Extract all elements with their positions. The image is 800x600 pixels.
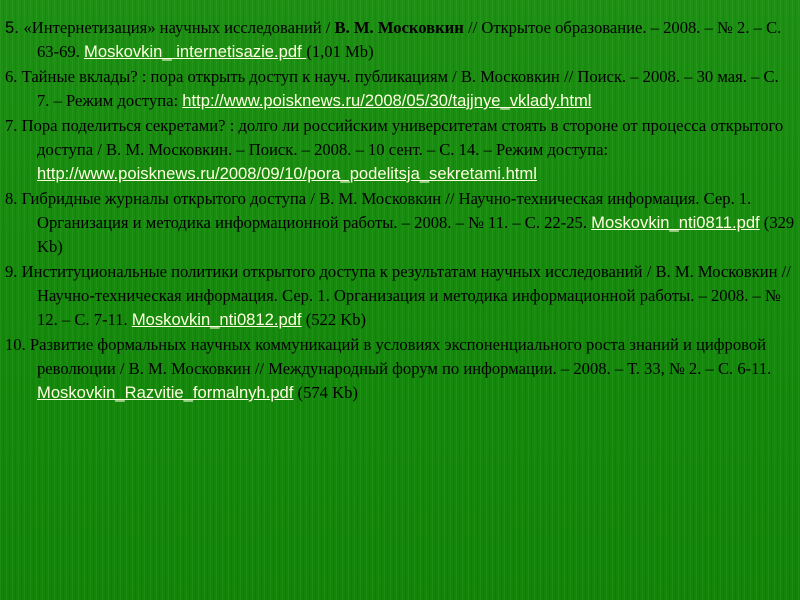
- reference-item-5: [5, 16, 795, 64]
- file-size: (1,01 Mb): [306, 42, 374, 61]
- reference-number: 10.: [5, 335, 30, 354]
- reference-author: В. М. Московкин: [334, 18, 464, 37]
- reference-number: 8.: [5, 189, 22, 208]
- url-link[interactable]: http://www.poisknews.ru/2008/09/10/pora_podelitsja_sekretami.html: [37, 164, 537, 183]
- pdf-link[interactable]: Moskovkin_ internetisazie.pdf: [84, 42, 307, 61]
- reference-item-10: [5, 333, 795, 405]
- reference-item-7: [5, 114, 795, 186]
- reference-text: Пора поделиться секретами? : долго ли российским университетам стоять в стороне от процесса открытого доступа / В. М. Московкин. – Поиск. – 2008. – 10 сент. – С. 14. – Режим доступа:: [21, 116, 784, 159]
- url-link[interactable]: http://www.poisknews.ru/2008/05/30/tajjnye_vklady.html: [182, 91, 592, 110]
- reference-text: Гибридные журналы открытого доступа / В. М. Московкин // Научно-техническая информация. Сер. 1. Организация и методика информационной работы. – 2008. – № 11. – С. 22-25.: [21, 189, 752, 232]
- reference-number: 9.: [5, 262, 22, 281]
- reference-list: [5, 16, 795, 405]
- pdf-link[interactable]: Moskovkin_nti0812.pdf: [131, 310, 302, 329]
- reference-item-9: [5, 260, 795, 332]
- pdf-link[interactable]: Moskovkin_Razvitie_formalnyh.pdf: [37, 383, 294, 402]
- reference-text: Тайные вклады? : пора открыть доступ к науч. публикациям / В. Московкин // Поиск. – 2008. – 30 мая. – С. 7. – Режим доступа:: [21, 67, 779, 110]
- pdf-link[interactable]: Moskovkin_nti0811.pdf: [591, 213, 760, 232]
- reference-text: Развитие формальных научных коммуникаций в условиях экспоненциального роста знаний и цифровой революции / В. М. Московкин // Международный форум по информации. – 2008. – Т. 33, № 2. – С. 6-11.: [29, 335, 772, 378]
- reference-number: 5.: [5, 18, 24, 37]
- file-size: (522 Kb): [301, 310, 367, 329]
- reference-text: Институциональные политики открытого доступа к результатам научных исследований / В. М. Московкин // Научно-техническая информация. Сер. 1. Организация и методика информационной работы. – 2008. – № 12. – С. 7-11.: [21, 262, 791, 329]
- reference-item-6: [5, 65, 795, 113]
- reference-text: // Открытое образование. – 2008. – № 2. – С. 63-69.: [37, 18, 782, 61]
- reference-item-8: [5, 187, 795, 259]
- reference-text: «Интернетизация» научных исследований /: [23, 18, 335, 37]
- file-size: (574 Kb): [293, 383, 358, 402]
- file-size: (329 Kb): [37, 213, 795, 256]
- reference-number: 7.: [5, 116, 22, 135]
- reference-number: 6.: [5, 67, 22, 86]
